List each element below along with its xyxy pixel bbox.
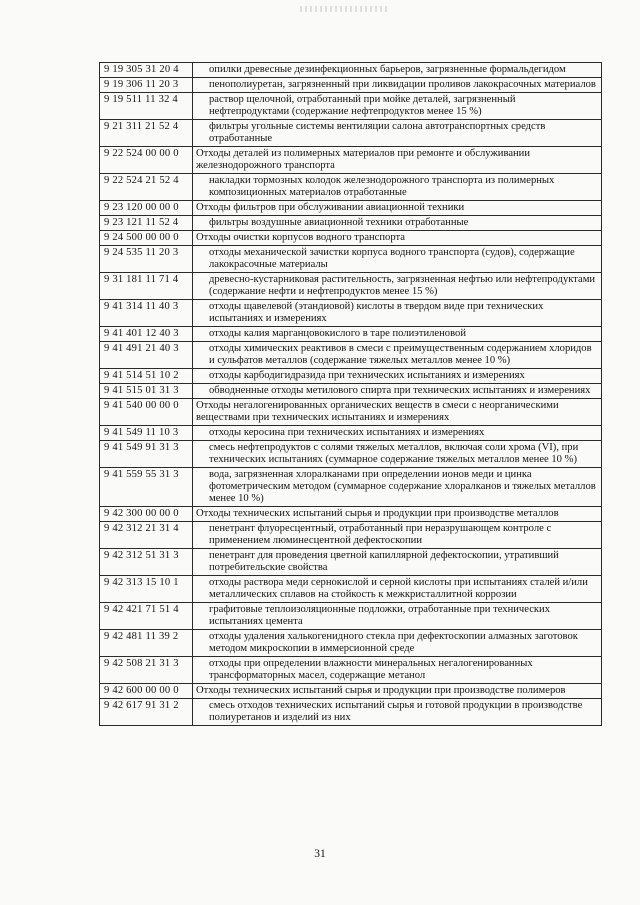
- table-row: [100, 342, 602, 369]
- waste-description: смесь отходов технических испытаний сырья и готовой продукции в производстве полиуретанов и изделий из них: [193, 699, 602, 726]
- waste-description: отходы раствора меди сернокислой и серной кислоты при испытаниях сталей и/или металлических сплавов на стойкость к межкристаллитной коррозии: [193, 576, 602, 603]
- waste-description: отходы удаления халькогенидного стекла при дефектоскопии алмазных заготовок методом микроскопии в иммерсионной среде: [193, 630, 602, 657]
- table-row: [100, 120, 602, 147]
- group-heading: Отходы технических испытаний сырья и продукции при производстве полимеров: [193, 684, 602, 699]
- table-row: [100, 603, 602, 630]
- table-row: [100, 507, 602, 522]
- waste-description: пенополиуретан, загрязненный при ликвидации проливов лакокрасочных материалов: [193, 78, 602, 93]
- group-heading: Отходы фильтров при обслуживании авиационной техники: [193, 201, 602, 216]
- waste-description: отходы при определении влажности минеральных негалогенированных трансформаторных масел, содержащие метанол: [193, 657, 602, 684]
- waste-code: 9 41 559 55 31 3: [100, 468, 193, 507]
- table-row: [100, 657, 602, 684]
- waste-code: 9 41 401 12 40 3: [100, 327, 193, 342]
- table-row: [100, 174, 602, 201]
- table-row: [100, 549, 602, 576]
- table-row: [100, 399, 602, 426]
- waste-description: древесно-кустарниковая растительность, загрязненная нефтью или нефтепродуктами (содержание нефти и нефтепродуктов менее 15 %): [193, 273, 602, 300]
- waste-code: 9 42 421 71 51 4: [100, 603, 193, 630]
- waste-codes-table: [99, 62, 602, 726]
- waste-code: 9 23 121 11 52 4: [100, 216, 193, 231]
- table-body: [100, 63, 602, 726]
- table-row: [100, 147, 602, 174]
- waste-description: отходы калия марганцовокислого в таре полиэтиленовой: [193, 327, 602, 342]
- waste-code: 9 41 515 01 31 3: [100, 384, 193, 399]
- waste-description: смесь нефтепродуктов с солями тяжелых металлов, включая соли хрома (VI), при технических испытаниях (суммарное содержание тяжелых металлов менее 10 %): [193, 441, 602, 468]
- table-row: [100, 369, 602, 384]
- waste-description: отходы керосина при технических испытаниях и измерениях: [193, 426, 602, 441]
- group-heading: Отходы технических испытаний сырья и продукции при производстве металлов: [193, 507, 602, 522]
- group-heading: Отходы очистки корпусов водного транспорта: [193, 231, 602, 246]
- waste-code: 9 19 305 31 20 4: [100, 63, 193, 78]
- waste-description: обводненные отходы метилового спирта при технических испытаниях и измерениях: [193, 384, 602, 399]
- group-heading: Отходы деталей из полимерных материалов при ремонте и обслуживании железнодорожного транспорта: [193, 147, 602, 174]
- waste-code: 9 31 181 11 71 4: [100, 273, 193, 300]
- waste-code: 9 41 540 00 00 0: [100, 399, 193, 426]
- waste-code: 9 42 508 21 31 3: [100, 657, 193, 684]
- table-row: [100, 522, 602, 549]
- waste-code: 9 42 312 51 31 3: [100, 549, 193, 576]
- table-row: [100, 699, 602, 726]
- table-row: [100, 468, 602, 507]
- waste-code: 9 41 514 51 10 2: [100, 369, 193, 384]
- waste-description: отходы химических реактивов в смеси с преимущественным содержанием хлоридов и сульфатов металлов (содержание тяжелых металлов менее 10 %): [193, 342, 602, 369]
- table-row: [100, 246, 602, 273]
- table-row: [100, 93, 602, 120]
- waste-description: отходы карбодигидразида при технических испытаниях и измерениях: [193, 369, 602, 384]
- page-number: 31: [314, 848, 326, 860]
- waste-code: 9 41 549 11 10 3: [100, 426, 193, 441]
- table-row: [100, 630, 602, 657]
- waste-code: 9 42 617 91 31 2: [100, 699, 193, 726]
- waste-code: 9 19 511 11 32 4: [100, 93, 193, 120]
- waste-code: 9 42 300 00 00 0: [100, 507, 193, 522]
- waste-description: графитовые теплоизоляционные подложки, отработанные при технических испытаниях цемента: [193, 603, 602, 630]
- waste-code: 9 42 481 11 39 2: [100, 630, 193, 657]
- waste-description: вода, загрязненная хлоралканами при определении ионов меди и цинка фотометрическим методом (суммарное содержание хлоралканов и тяжелых металлов менее 10 %): [193, 468, 602, 507]
- waste-code: 9 24 535 11 20 3: [100, 246, 193, 273]
- waste-description: отходы механической зачистки корпуса водного транспорта (судов), содержащие лакокрасочные материалы: [193, 246, 602, 273]
- scan-artifact: [300, 6, 390, 12]
- waste-code: 9 41 549 91 31 3: [100, 441, 193, 468]
- waste-description: пенетрант флуоресцентный, отработанный при неразрушающем контроле с применением люминесцентной дефектоскопии: [193, 522, 602, 549]
- waste-description: отходы щавелевой (этандиовой) кислоты в твердом виде при технических испытаниях и измерениях: [193, 300, 602, 327]
- table-row: [100, 441, 602, 468]
- waste-code: 9 24 500 00 00 0: [100, 231, 193, 246]
- waste-code: 9 42 313 15 10 1: [100, 576, 193, 603]
- table-row: [100, 300, 602, 327]
- waste-code: 9 21 311 21 52 4: [100, 120, 193, 147]
- waste-description: раствор щелочной, отработанный при мойке деталей, загрязненный нефтепродуктами (содержание нефтепродуктов менее 15 %): [193, 93, 602, 120]
- group-heading: Отходы негалогенированных органических веществ в смеси с неорганическими веществами при технических испытаниях и измерениях: [193, 399, 602, 426]
- table-row: [100, 273, 602, 300]
- waste-code: 9 41 491 21 40 3: [100, 342, 193, 369]
- table-row: [100, 231, 602, 246]
- waste-description: фильтры воздушные авиационной техники отработанные: [193, 216, 602, 231]
- waste-description: пенетрант для проведения цветной капиллярной дефектоскопии, утративший потребительские свойства: [193, 549, 602, 576]
- table-row: [100, 63, 602, 78]
- waste-code: 9 42 600 00 00 0: [100, 684, 193, 699]
- waste-code: 9 41 314 11 40 3: [100, 300, 193, 327]
- table-row: [100, 216, 602, 231]
- table-row: [100, 684, 602, 699]
- waste-code: 9 23 120 00 00 0: [100, 201, 193, 216]
- waste-code: 9 22 524 21 52 4: [100, 174, 193, 201]
- waste-description: накладки тормозных колодок железнодорожного транспорта из полимерных композиционных материалов отработанные: [193, 174, 602, 201]
- table-row: [100, 576, 602, 603]
- waste-code: 9 19 306 11 20 3: [100, 78, 193, 93]
- table-row: [100, 426, 602, 441]
- waste-code: 9 22 524 00 00 0: [100, 147, 193, 174]
- table-row: [100, 201, 602, 216]
- table-row: [100, 327, 602, 342]
- table-row: [100, 78, 602, 93]
- waste-code: 9 42 312 21 31 4: [100, 522, 193, 549]
- waste-description: опилки древесные дезинфекционных барьеров, загрязненные формальдегидом: [193, 63, 602, 78]
- table-row: [100, 384, 602, 399]
- waste-description: фильтры угольные системы вентиляции салона автотранспортных средств отработанные: [193, 120, 602, 147]
